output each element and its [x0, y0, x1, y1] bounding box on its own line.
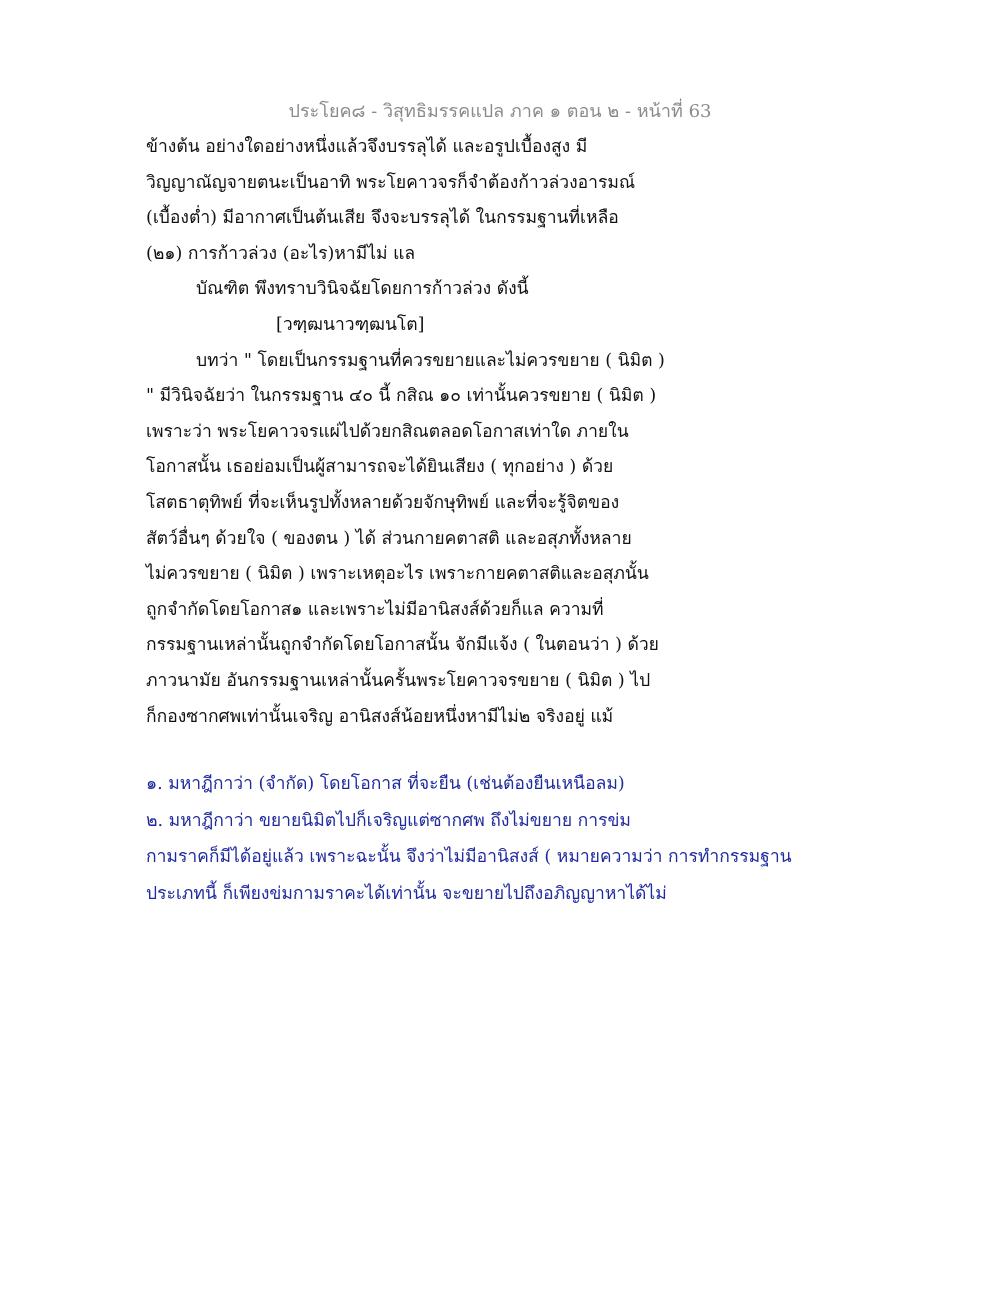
body-line: กรรมฐานเหล่านั้นถูกจำกัดโดยโอกาสนั้น จักมีแจ้ง ( ในตอนว่า ) ด้วย [146, 635, 659, 656]
body-line: โอกาสนั้น เธอย่อมเป็นผู้สามารถจะได้ยินเสียง ( ทุกอย่าง ) ด้วย [146, 457, 614, 478]
body-line: บทว่า " โดยเป็นกรรมฐานที่ควรขยายและไม่ควรขยาย ( นิมิต ) [196, 350, 665, 371]
body-line: " มีวินิจฉัยว่า ในกรรมฐาน ๔๐ นี้ กสิณ ๑๐ เท่านั้นควรขยาย ( นิมิต ) [146, 386, 657, 407]
section-heading: [วฑฺฒนาวฑฺฒนโต] [276, 314, 425, 335]
footnote-line: ประเภทนี้ ก็เพียงข่มกามราคะได้เท่านั้น จะขยายไปถึงอภิญญาหาได้ไม่ [146, 883, 667, 904]
body-line: ภาวนามัย อันกรรมฐานเหล่านั้นครั้นพระโยคาวจรขยาย ( นิมิต ) ไป [146, 670, 651, 691]
footnotes [146, 766, 926, 912]
body-line: (เบื้องต่ำ) มีอากาศเป็นต้นเสีย จึงจะบรรลุได้ ในกรรมฐานที่เหลือ [146, 208, 619, 229]
footnote-line: ๒. มหาฎีกาว่า ขยายนิมิตไปก็เจริญแต่ซากศพ ถึงไม่ขยาย การข่ม [146, 810, 631, 831]
footnote-line: กามราคก็มีได้อยู่แล้ว เพราะฉะนั้น จึงว่าไม่มีอานิสงส์ ( หมายความว่า การทำกรรมฐาน [146, 847, 792, 867]
footnote-line: ๑. มหาฎีกาว่า (จำกัด) โดยโอกาส ที่จะยืน (เช่นต้องยืนเหนือลม) [146, 774, 625, 794]
body-line: เพราะว่า พระโยคาวจรแผ่ไปด้วยกสิณตลอดโอกาสเท่าใด ภายใน [146, 421, 629, 442]
body-line: โสตธาตุทิพย์ ที่จะเห็นรูปทั้งหลายด้วยจักษุทิพย์ และที่จะรู้จิตของ [146, 492, 620, 513]
body-line: ข้างต้น อย่างใดอย่างหนึ่งแล้วจึงบรรลุได้ และอรูปเบื้องสูง มี [146, 137, 588, 157]
body-line: ก็กองซากศพเท่านั้นเจริญ อานิสงส์น้อยหนึ่งหามีไม่๒ จริงอยู่ แม้ [146, 706, 614, 727]
body-line: สัตว์อื่นๆ ด้วยใจ ( ของตน ) ได้ ส่วนกายคตาสติ และอสุภทั้งหลาย [146, 528, 632, 549]
body-line: (๒๑) การก้าวล่วง (อะไร)หามีไม่ แล [146, 243, 416, 264]
body-line: วิญญาณัญจายตนะเป็นอาทิ พระโยคาวจรก็จำต้องก้าวล่วงอารมณ์ [146, 172, 636, 193]
body-line: ไม่ควรขยาย ( นิมิต ) เพราะเหตุอะไร เพราะกายคตาสติและอสุภนั้น [146, 564, 649, 585]
body-line: บัณฑิต พึงทราบวินิจฉัยโดยการก้าวล่วง ดังนี้ [196, 279, 529, 300]
body-text [146, 130, 786, 735]
running-header: ประโยค๘ - วิสุทธิมรรคแปล ภาค ๑ ตอน ๒ - หน้าที่ 63 [288, 101, 712, 122]
body-line: ถูกจำกัดโดยโอกาส๑ และเพราะไม่มีอานิสงส์ด้วยก็แล ความที่ [146, 599, 604, 620]
